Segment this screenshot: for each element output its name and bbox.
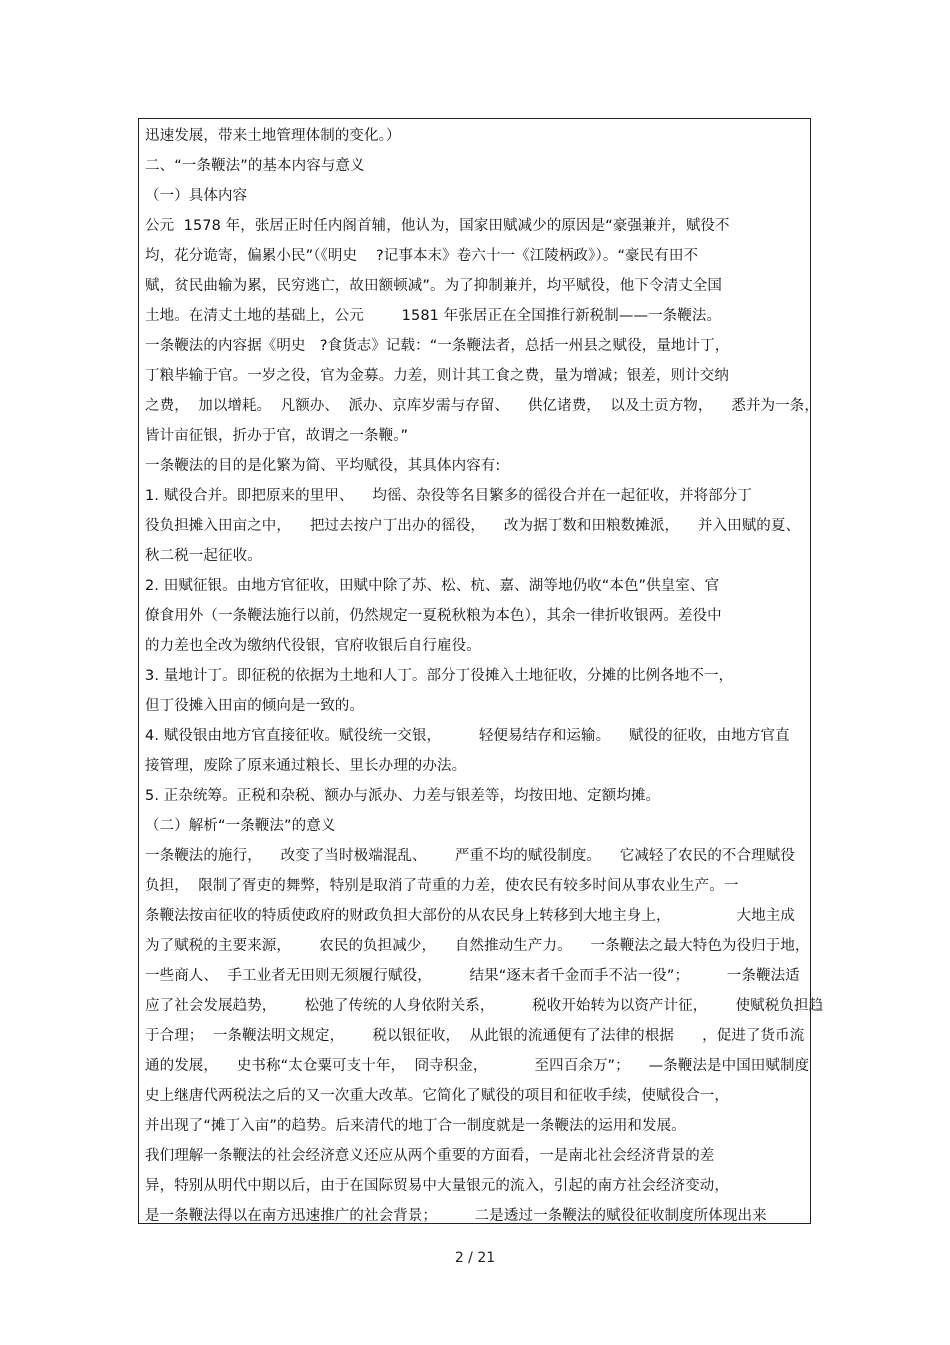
text-line: 一些商人、 手工业者无田则无须履行赋役， 结果“逐末者千金而手不沾一役”； 一条鞭法适 [145,968,800,984]
page-number: 2 / 21 [454,1250,496,1266]
text-line: 皆计亩征银，折办于官，故谓之一条鞭。” [145,428,409,444]
text-line: 役负担摊入田亩之中， 把过去按户丁出办的徭役， 改为据丁数和田粮数摊派， 并入田赋的夏、 [145,518,801,534]
text-line: 我们理解一条鞭法的社会经济意义还应从两个重要的方面看，一是南北社会经济背景的差 [145,1148,715,1164]
text-line: 2. 田赋征银。由地方官征收，田赋中除了苏、松、杭、嘉、湖等地仍收“本色”供皇室、官 [145,578,720,594]
text-line: 1. 赋役合并。即把原来的里甲、 均徭、杂役等名目繁多的徭役合并在一起征收，并将部分丁 [145,488,752,504]
text-line: 均，花分诡寄，偏累小民”（《明史 ?记事本末》卷六十一《江陵柄政》）。“豪民有田不 [145,248,699,264]
text-line: 但丁役摊入田亩的倾向是一致的。 [145,698,364,714]
document-body [145,121,824,1231]
text-line: 一条鞭法的内容据《明史 ?食货志》记载：“一条鞭法者，总括一州县之赋役，量地计丁， [145,338,730,354]
text-line: 3. 量地计丁。即征税的依据为土地和人丁。部分丁役摊入土地征收，分摊的比例各地不一， [145,668,734,684]
text-line: 5. 正杂统筹。正税和杂税、额办与派办、力差与银差等，均按田地、定额均摊。 [145,788,661,804]
text-line: 史上继唐代两税法之后的又一次重大改革。它简化了赋役的项目和征收手续，使赋役合一， [145,1088,729,1104]
text-line: 负担， 限制了胥吏的舞弊，特别是取消了苛重的力差，使农民有较多时间从事农业生产。一 [145,878,739,894]
text-line: 一条鞭法的施行， 改变了当时极端混乱、 严重不均的赋役制度。 它减轻了农民的不合理赋役 [145,848,795,864]
text-line: 并出现了“摊丁入亩”的趋势。后来清代的地丁合一制度就是一条鞭法的运用和发展。 [145,1118,686,1134]
text-line: 通的发展， 史书称“太仓粟可支十年， 冏寺积金， 至四百余万”； —条鞭法是中国田赋制度 [145,1058,810,1074]
text-line: （二）解析“一条鞭法”的意义 [145,818,336,834]
text-line: 是一条鞭法得以在南方迅速推广的社会背景； 二是透过一条鞭法的赋役征收制度所体现出来 [145,1208,767,1224]
text-line: 迅速发展，带来土地管理体制的变化。） [145,128,401,144]
text-line: （一）具体内容 [145,188,248,204]
text-line: 二、“一条鞭法”的基本内容与意义 [145,158,365,174]
text-line: 土地。在清丈土地的基础上，公元 1581 年张居正在全国推行新税制——一条鞭法。 [145,308,722,324]
text-line: 条鞭法按亩征收的特质使政府的财政负担大部份的从农民身上转移到大地主身上， 大地主成 [145,908,795,924]
text-line: 接管理，废除了原来通过粮长、里长办理的办法。 [145,758,467,774]
text-line: 僚食用外（一条鞭法施行以前，仍然规定一夏税秋粮为本色），其余一律折收银两。差役中 [145,608,722,624]
text-line: 之费， 加以增耗。 凡额办、 派办、京库岁需与存留、 供亿诸费， 以及土贡方物， 悉并为一条， [145,398,819,414]
text-line: 丁粮毕输于官。一岁之役，官为金募。力差，则计其工食之费，量为增减；银差，则计交纳 [145,368,729,384]
text-line: 秋二税一起征收。 [145,548,262,564]
text-line: 为了赋税的主要来源， 农民的负担减少， 自然推动生产力。 一条鞭法之最大特色为役归于地， [145,938,810,954]
text-line: 赋，贫民曲输为累，民穷逃亡，故田额顿减”。为了抑制兼并，均平赋役，他下令清丈全国 [145,278,723,294]
text-line: 于合理； 一条鞭法明文规定， 税以银征收， 从此银的流通便有了法律的根据 ，促进了货币流 [145,1028,805,1044]
text-line: 应了社会发展趋势， 松弛了传统的人身依附关系， 税收开始转为以资产计征， 使赋税负担趋 [145,998,824,1014]
text-line: 的力差也全改为缴纳代役银，官府收银后自行雇役。 [145,638,481,654]
text-line: 一条鞭法的目的是化繁为简、平均赋役，其具体内容有: [145,458,501,474]
text-line: 公元 1578 年，张居正时任内阁首辅，他认为，国家田赋减少的原因是“豪强兼并，赋役不 [145,218,730,234]
text-line: 异，特别从明代中期以后，由于在国际贸易中大量银元的流入，引起的南方社会经济变动， [145,1178,729,1194]
text-line: 4. 赋役银由地方官直接征收。赋役统一交银， 轻便易结存和运输。 赋役的征收，由地方官直 [145,728,790,744]
